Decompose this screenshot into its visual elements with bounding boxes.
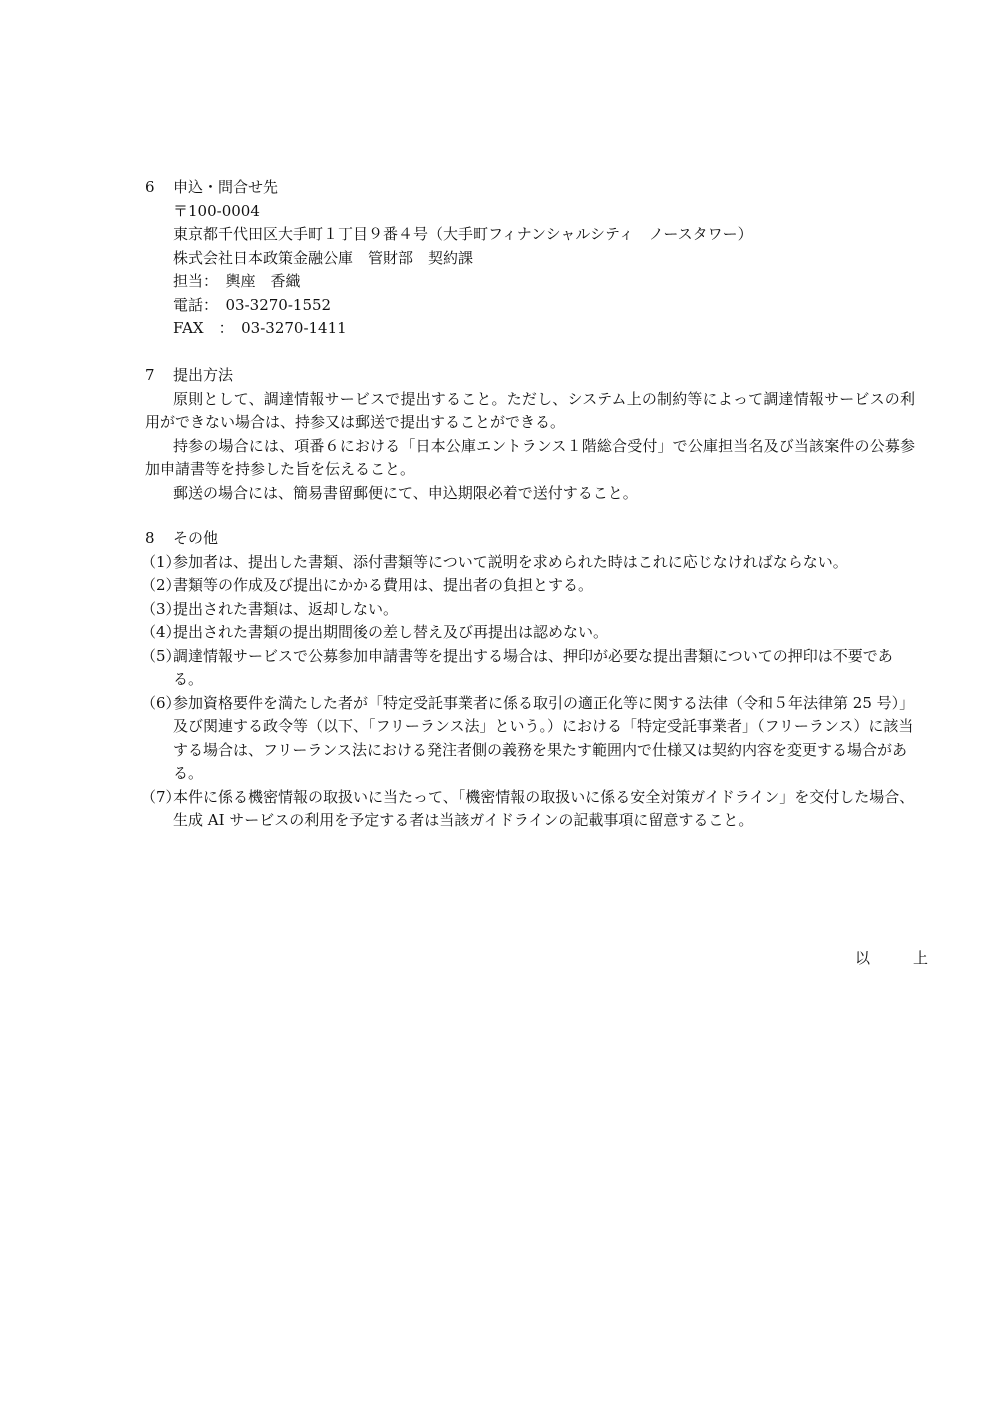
list-item (141, 574, 915, 598)
section-heading (145, 364, 915, 388)
item-marker: （6） (141, 693, 181, 712)
paragraph: 持参の場合には、項番６における「日本公庫エントランス１階総合受付」で公庫担当名及び当該案件の公募参加申請書等を持参した旨を伝えること。 (145, 436, 915, 478)
item-text: 調達情報サービスで公募参加申請書等を提出する場合は、押印が必要な提出書類についての押印は不要である。 (173, 646, 893, 688)
list-item (141, 621, 915, 645)
address: 東京都千代田区大手町１丁目９番４号（大手町フィナンシャルシティ ノースタワー） (173, 225, 753, 243)
section-contact (145, 176, 915, 341)
item-text: 参加資格要件を満たした者が「特定受託事業者に係る取引の適正化等に関する法律（令和５年法律第 25 号）」及び関連する政令等（以下、「フリーランス法」という。）における「特定受託事業者」（フリーランス）に該当する場合は、フリーランス法における発注者側の義務を果たす範囲内で仕様又は契約内容を変更する場合がある。 (173, 693, 915, 782)
section-title: 提出方法 (173, 366, 234, 384)
list-item (141, 645, 915, 692)
item-text: 書類等の作成及び提出にかかる費用は、提出者の負担とする。 (173, 576, 594, 594)
section-number: 8 (145, 529, 155, 547)
item-marker: （3） (141, 599, 181, 618)
section-submission-method (145, 364, 915, 505)
item-text: 本件に係る機密情報の取扱いに当たって、「機密情報の取扱いに係る安全対策ガイドライン」を交付した場合、生成 AI サービスの利用を予定する者は当該ガイドラインの記載事項に留意すること。 (173, 787, 915, 829)
paragraph: 郵送の場合には、簡易書留郵便にて、申込期限必着で送付すること。 (173, 483, 638, 502)
section-title: その他 (173, 529, 219, 547)
item-marker: （1） (141, 552, 181, 571)
list-item (141, 551, 915, 575)
item-marker: （2） (141, 576, 181, 594)
phone-number: 電話： 03-3270-1552 (173, 295, 332, 314)
section-number: 6 (145, 178, 155, 196)
item-marker: （4） (141, 623, 181, 641)
item-text: 参加者は、提出した書類、添付書類等について説明を求められた時はこれに応じなければならない。 (173, 552, 848, 571)
organization: 株式会社日本政策金融公庫 管財部 契約課 (173, 248, 474, 267)
item-marker: （7） (141, 787, 181, 806)
section-number: 7 (145, 366, 155, 384)
paragraph: 原則として、調達情報サービスで提出すること。ただし、システム上の制約等によって調達情報サービスの利用ができない場合は、持参又は郵送で提出することができる。 (145, 389, 915, 431)
list-item (141, 692, 915, 786)
section-heading (145, 176, 915, 200)
section-other (141, 527, 915, 833)
fax-number: FAX ： 03-3270-1411 (173, 319, 347, 337)
item-text: 提出された書類は、返却しない。 (173, 599, 399, 618)
item-marker: （5） (141, 646, 181, 665)
section-title: 申込・問合せ先 (173, 178, 279, 196)
contact-person: 担当： 輿座 香織 (173, 272, 301, 290)
item-text: 提出された書類の提出期間後の差し替え及び再提出は認めない。 (173, 623, 609, 641)
postal-code: 〒100-0004 (173, 201, 260, 220)
list-item (141, 598, 915, 622)
section-heading (145, 527, 915, 551)
list-item (141, 786, 915, 833)
closing-mark: 以 上 (855, 949, 943, 967)
